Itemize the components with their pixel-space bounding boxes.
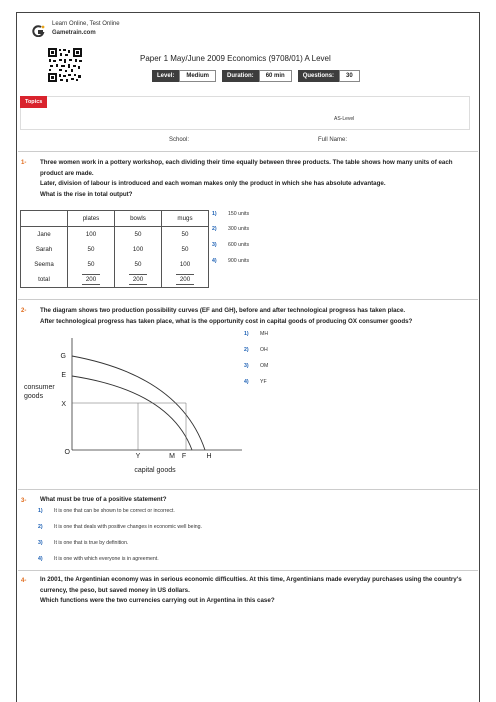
total-value: 200 <box>176 274 194 285</box>
table-cell: 50 <box>68 257 115 272</box>
y-axis-label-1: consumer <box>24 384 55 391</box>
label-o: O <box>64 449 70 456</box>
answer-option[interactable] <box>212 211 249 217</box>
page-border-left <box>16 12 17 702</box>
table-cell: Sarah <box>21 242 68 257</box>
table-header: mugs <box>162 211 209 227</box>
question-3-text: What must be true of a positive statement? <box>40 496 167 503</box>
duration-label: Duration: <box>222 70 259 82</box>
answer-option[interactable] <box>212 258 249 264</box>
level-value: Medium <box>179 70 216 82</box>
total-value: 200 <box>129 274 147 285</box>
question-4-line: Which functions were the two currencies carrying out in Argentina in this case? <box>40 597 275 604</box>
table-cell: 50 <box>115 257 162 272</box>
answer-option[interactable] <box>38 540 128 546</box>
questions-value: 30 <box>339 70 360 82</box>
label-h: H <box>206 453 212 460</box>
divider <box>18 151 478 152</box>
level-label: Level: <box>152 70 179 82</box>
answer-option[interactable] <box>244 347 268 353</box>
question-4-line: In 2001, the Argentinian economy was in serious economic difficulties. At this time, Argentinians made everyday purchases using the country's currency, the peso, but saved money in US dollars. <box>40 576 462 594</box>
question-2-line: After technological progress has taken place, what is the opportunity cost in capital goods of producing OX consumer goods? <box>40 317 413 325</box>
label-m: M <box>169 453 175 460</box>
option-number: 1) <box>244 331 249 337</box>
table-cell <box>162 272 209 288</box>
answer-option[interactable] <box>244 331 268 337</box>
question-2-line: The diagram shows two production possibility curves (EF and GH), before and after technological progress has taken place. <box>40 307 406 314</box>
option-number: 1) <box>212 211 217 217</box>
divider <box>18 570 478 571</box>
brand-tagline: Learn Online, Test Online <box>52 21 120 27</box>
label-y: Y <box>135 453 141 460</box>
option-text: It is one that is true by definition. <box>54 540 129 546</box>
answer-option[interactable] <box>38 556 159 562</box>
gametrain-logo-icon <box>31 25 45 37</box>
option-text: OH <box>260 347 268 353</box>
paper-title: Paper 1 May/June 2009 Economics (9708/01) A Level <box>140 54 331 63</box>
option-number: 2) <box>212 226 217 232</box>
question-1-line: What is the rise in total output? <box>40 190 133 198</box>
table-cell <box>115 272 162 288</box>
output-table <box>20 210 209 288</box>
table-header: bowls <box>115 211 162 227</box>
meta-bar <box>152 70 366 82</box>
y-axis-label-2: goods <box>24 393 44 400</box>
table-cell: 100 <box>179 261 191 268</box>
topics-box <box>20 96 470 130</box>
qr-code-icon <box>47 47 83 83</box>
label-f: F <box>181 453 187 460</box>
table-cell <box>21 272 68 288</box>
ppc-diagram <box>20 336 250 480</box>
option-number: 2) <box>38 524 43 530</box>
question-2-text <box>40 306 474 327</box>
label-x: X <box>61 401 66 408</box>
option-number: 2) <box>244 347 249 353</box>
total-value: 200 <box>82 274 100 285</box>
question-1-line: Later, division of labour is introduced and each woman makes only the product in which she has absolute advantage. <box>40 180 386 187</box>
option-number: 1) <box>38 508 43 514</box>
answer-option[interactable] <box>244 363 268 369</box>
duration-value: 60 min <box>259 70 292 82</box>
option-text: 150 units <box>228 211 250 217</box>
option-number: 3) <box>244 363 249 369</box>
option-text: It is one that can be shown to be correct or incorrect. <box>54 508 175 514</box>
table-cell: 50 <box>181 246 189 253</box>
table-row <box>21 227 209 243</box>
table-cell: 50 <box>181 231 189 238</box>
table-row <box>21 257 209 272</box>
option-text: 300 units <box>228 226 250 232</box>
answer-option[interactable] <box>212 242 249 248</box>
page-border-right <box>479 12 480 702</box>
table-cell: 100 <box>115 242 162 257</box>
curve-ef <box>72 376 192 450</box>
option-text: OM <box>260 363 269 369</box>
table-row <box>21 242 209 257</box>
table-cell: Jane <box>21 227 68 243</box>
divider <box>18 299 478 300</box>
questions-label: Questions: <box>298 70 339 82</box>
table-header: plates <box>68 211 115 227</box>
option-text: It is one that deals with positive changes in economic well being. <box>54 524 202 530</box>
table-cell: 50 <box>115 227 162 243</box>
question-number: 2- <box>21 308 27 314</box>
table-total-row <box>21 272 209 288</box>
question-number: 1- <box>21 160 27 166</box>
option-number: 4) <box>38 556 43 562</box>
label-g: G <box>60 353 66 360</box>
question-number: 4- <box>21 578 27 584</box>
table-header-row <box>21 211 209 227</box>
option-text: It is one with which everyone is in agreement. <box>54 556 159 562</box>
question-1-text <box>40 158 474 200</box>
answer-option[interactable] <box>38 524 202 530</box>
topics-tag[interactable]: Topics <box>20 96 47 108</box>
x-axis-label: capital goods <box>134 467 176 474</box>
divider <box>18 489 478 490</box>
page-border-top <box>16 12 480 13</box>
school-field-label: School: <box>169 137 190 143</box>
topic-level: AS-Level <box>334 116 355 122</box>
option-number: 3) <box>38 540 43 546</box>
option-text: MH <box>260 331 269 337</box>
answer-option[interactable] <box>244 379 267 385</box>
option-number: 4) <box>244 379 249 385</box>
option-text: 900 units <box>228 258 250 264</box>
table-cell: 100 <box>68 227 115 243</box>
question-1-line: Three women work in a pottery workshop, each dividing their time equally between three products. The table shows how many units of each product are made. <box>40 159 453 177</box>
option-text: YF <box>260 379 267 385</box>
fullname-field-label: Full Name: <box>318 137 348 143</box>
table-cell: 50 <box>68 242 115 257</box>
question-number: 3- <box>21 498 27 504</box>
option-number: 4) <box>212 258 217 264</box>
option-text: 600 units <box>228 242 250 248</box>
table-cell: Seema <box>21 257 68 272</box>
table-cell <box>68 272 115 288</box>
total-label: total <box>38 276 50 283</box>
label-e: E <box>61 372 66 379</box>
answer-option[interactable] <box>212 226 249 232</box>
option-number: 3) <box>212 242 217 248</box>
question-4-text <box>40 575 474 607</box>
brand-site[interactable]: Gametrain.com <box>52 30 96 36</box>
answer-option[interactable] <box>38 508 175 514</box>
table-header <box>21 211 68 227</box>
